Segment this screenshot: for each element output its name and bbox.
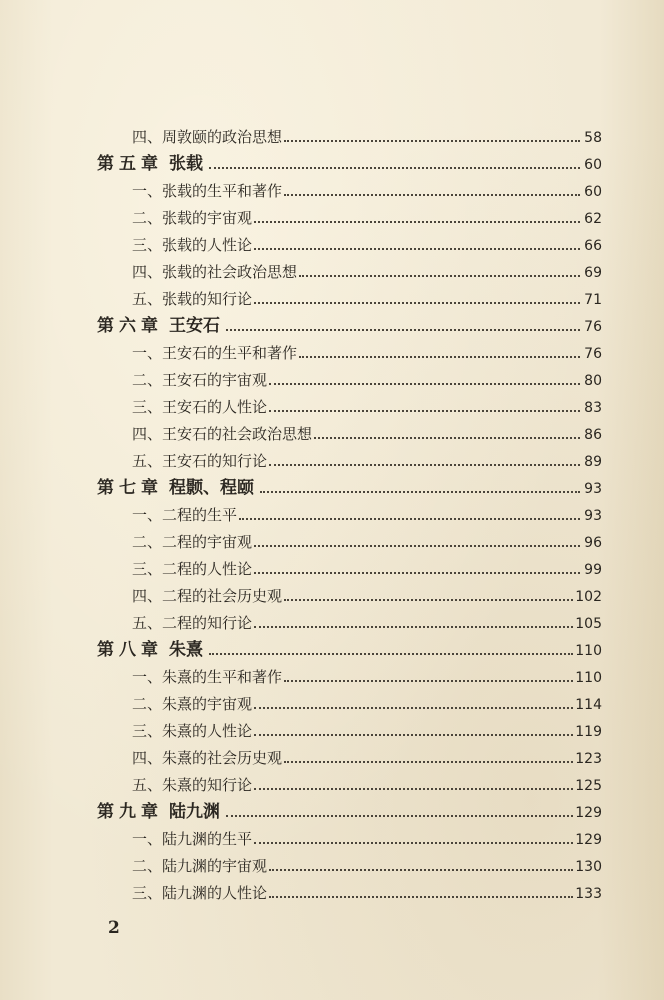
toc-section-entry [132, 340, 602, 367]
dot-leader [314, 437, 580, 439]
toc-chapter-entry [97, 151, 602, 178]
entry-page-number: 62 [584, 211, 602, 227]
dot-leader [254, 842, 573, 844]
chapter-title: 程颢、程颐 [169, 478, 254, 498]
dot-leader [254, 734, 573, 736]
section-title: 五、王安石的知行论 [132, 452, 268, 470]
dot-leader [254, 248, 580, 250]
chapter-number: 第九章 [97, 802, 163, 822]
page-number: 2 [108, 918, 120, 938]
section-title: 二、张载的宇宙观 [132, 209, 253, 227]
toc-section-entry [132, 664, 602, 691]
dot-leader [254, 626, 573, 628]
entry-page-number: 89 [584, 454, 602, 470]
dot-leader [284, 680, 573, 682]
dot-leader [269, 896, 573, 898]
section-title: 四、周敦颐的政治思想 [132, 128, 283, 146]
entry-page-number: 129 [575, 805, 602, 821]
section-title: 二、朱熹的宇宙观 [132, 695, 253, 713]
dot-leader [269, 464, 580, 466]
dot-leader [299, 275, 580, 277]
section-title: 三、二程的人性论 [132, 560, 253, 578]
dot-leader [239, 518, 580, 520]
dot-leader [254, 572, 580, 574]
section-title: 三、朱熹的人性论 [132, 722, 253, 740]
dot-leader [254, 221, 580, 223]
section-title: 一、王安石的生平和著作 [132, 344, 298, 362]
toc-section-entry [132, 178, 602, 205]
toc-section-entry [132, 745, 602, 772]
toc-section-entry [132, 448, 602, 475]
dot-leader [254, 707, 573, 709]
entry-page-number: 123 [575, 751, 602, 767]
toc-section-entry [132, 502, 602, 529]
entry-page-number: 66 [584, 238, 602, 254]
dot-leader [209, 653, 573, 655]
toc-section-entry [132, 367, 602, 394]
toc-section-entry [132, 718, 602, 745]
section-title: 三、张载的人性论 [132, 236, 253, 254]
entry-page-number: 102 [575, 589, 602, 605]
entry-page-number: 130 [575, 859, 602, 875]
dot-leader [269, 383, 580, 385]
toc-section-entry [132, 286, 602, 313]
section-title: 四、张载的社会政治思想 [132, 263, 298, 281]
section-title: 二、二程的宇宙观 [132, 533, 253, 551]
entry-page-number: 129 [575, 832, 602, 848]
dot-leader [269, 869, 573, 871]
entry-page-number: 86 [584, 427, 602, 443]
toc-chapter-entry [97, 637, 602, 664]
toc-section-entry [132, 124, 602, 151]
dot-leader [299, 356, 580, 358]
entry-page-number: 114 [575, 697, 602, 713]
entry-page-number: 58 [584, 130, 602, 146]
chapter-number: 第八章 [97, 640, 163, 660]
chapter-number: 第六章 [97, 316, 163, 336]
chapter-number: 第七章 [97, 478, 163, 498]
chapter-title: 张载 [169, 154, 203, 174]
section-title: 二、王安石的宇宙观 [132, 371, 268, 389]
toc-chapter-entry [97, 313, 602, 340]
section-title: 四、二程的社会历史观 [132, 587, 283, 605]
chapter-title: 朱熹 [169, 640, 203, 660]
entry-page-number: 125 [575, 778, 602, 794]
dot-leader [269, 410, 580, 412]
entry-page-number: 133 [575, 886, 602, 902]
section-title: 五、二程的知行论 [132, 614, 253, 632]
dot-leader [226, 329, 580, 331]
entry-page-number: 119 [575, 724, 602, 740]
chapter-number: 第五章 [97, 154, 163, 174]
entry-page-number: 93 [584, 508, 602, 524]
section-title: 三、王安石的人性论 [132, 398, 268, 416]
entry-page-number: 96 [584, 535, 602, 551]
entry-page-number: 93 [584, 481, 602, 497]
entry-page-number: 83 [584, 400, 602, 416]
toc-section-entry [132, 691, 602, 718]
entry-page-number: 60 [584, 184, 602, 200]
chapter-title: 陆九渊 [169, 802, 220, 822]
entry-page-number: 110 [575, 670, 602, 686]
toc-section-entry [132, 421, 602, 448]
dot-leader [226, 815, 573, 817]
entry-page-number: 76 [584, 319, 602, 335]
entry-page-number: 99 [584, 562, 602, 578]
entry-page-number: 60 [584, 157, 602, 173]
dot-leader [260, 491, 580, 493]
section-title: 二、陆九渊的宇宙观 [132, 857, 268, 875]
toc-section-entry [132, 556, 602, 583]
dot-leader [284, 761, 573, 763]
entry-page-number: 105 [575, 616, 602, 632]
toc-section-entry [132, 610, 602, 637]
toc-section-entry [132, 205, 602, 232]
toc-section-entry [132, 259, 602, 286]
section-title: 一、陆九渊的生平 [132, 830, 253, 848]
dot-leader [254, 788, 573, 790]
section-title: 四、朱熹的社会历史观 [132, 749, 283, 767]
toc-section-entry [132, 772, 602, 799]
toc-section-entry [132, 853, 602, 880]
toc-section-entry [132, 394, 602, 421]
toc-section-entry [132, 880, 602, 907]
section-title: 一、张载的生平和著作 [132, 182, 283, 200]
section-title: 五、张载的知行论 [132, 290, 253, 308]
entry-page-number: 110 [575, 643, 602, 659]
entry-page-number: 69 [584, 265, 602, 281]
entry-page-number: 80 [584, 373, 602, 389]
section-title: 四、王安石的社会政治思想 [132, 425, 313, 443]
section-title: 三、陆九渊的人性论 [132, 884, 268, 902]
toc-section-entry [132, 583, 602, 610]
toc-chapter-entry [97, 475, 602, 502]
toc-section-entry [132, 232, 602, 259]
entry-page-number: 71 [584, 292, 602, 308]
entry-page-number: 76 [584, 346, 602, 362]
chapter-title: 王安石 [169, 316, 220, 336]
dot-leader [284, 599, 573, 601]
dot-leader [284, 140, 580, 142]
section-title: 一、朱熹的生平和著作 [132, 668, 283, 686]
toc-section-entry [132, 529, 602, 556]
section-title: 五、朱熹的知行论 [132, 776, 253, 794]
toc-section-entry [132, 826, 602, 853]
dot-leader [284, 194, 580, 196]
dot-leader [254, 545, 580, 547]
section-title: 一、二程的生平 [132, 506, 238, 524]
dot-leader [209, 167, 580, 169]
dot-leader [254, 302, 580, 304]
toc-chapter-entry [97, 799, 602, 826]
